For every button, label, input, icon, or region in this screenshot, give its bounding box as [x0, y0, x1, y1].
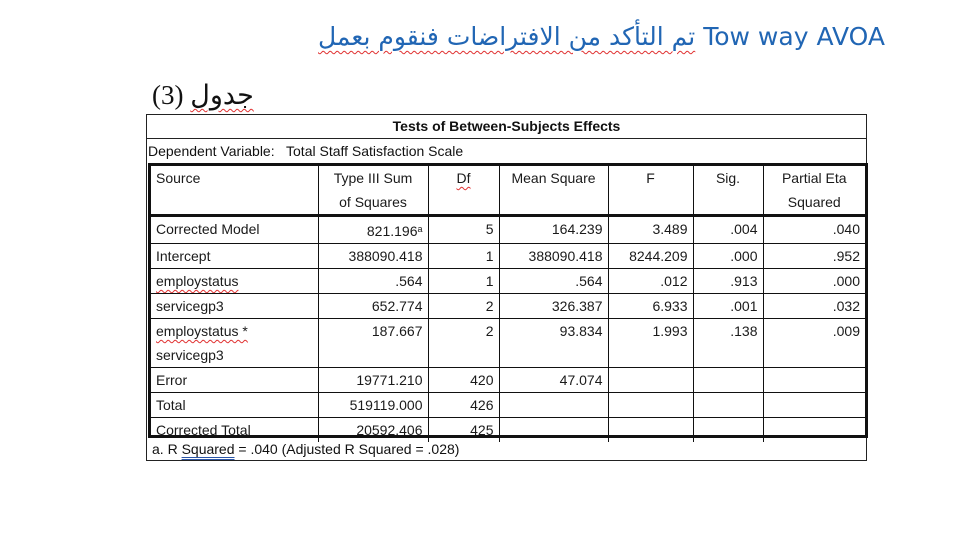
table-row: Corrected Model 821.196$^a$ 5 164.239 3.489 .004 .040 [151, 216, 865, 244]
dependent-variable: Dependent Variable: Total Staff Satisfaction Scale [148, 143, 464, 159]
table-row: employstatus * servicegp3 187.667 2 93.834 1.993 .138 .009 [151, 319, 865, 368]
table-row: servicegp3 652.774 2 326.387 6.933 .001 .032 [151, 294, 865, 319]
caption-arabic: جدول [190, 80, 254, 110]
title-latin: Tow way AVOA [703, 22, 885, 51]
table-row: Intercept 388090.418 1 388090.418 8244.209 .000 .952 [151, 244, 865, 269]
header-row [151, 166, 865, 216]
table-row: Error 19771.210 420 47.074 [151, 368, 865, 393]
table-row: Total 519119.000 426 [151, 393, 865, 418]
caption-number: (3) [152, 80, 184, 110]
table-caption [152, 80, 254, 111]
slide-title [318, 22, 885, 51]
header-sum-of-squares: Type III Sum of Squares [318, 166, 428, 216]
header-mean-square: Mean Square [499, 166, 608, 216]
title-arabic: تم التأكد من الافتراضات فنقوم بعمل [318, 22, 696, 51]
header-partial-eta: Partial Eta Squared [763, 166, 865, 216]
header-df: Df [428, 166, 499, 216]
header-f: F [608, 166, 693, 216]
table-row: employstatus .564 1 .564 .012 .913 .000 [151, 269, 865, 294]
table-title: Tests of Between-Subjects Effects [147, 115, 866, 139]
anova-table [146, 114, 867, 461]
table-row: Corrected Total 20592.406 425 [151, 418, 865, 443]
header-source: Source [151, 166, 318, 216]
header-sig: Sig. [693, 166, 763, 216]
table-grid [148, 163, 868, 438]
table-footnote: a. R Squared = .040 (Adjusted R Squared = .028) [152, 441, 460, 457]
